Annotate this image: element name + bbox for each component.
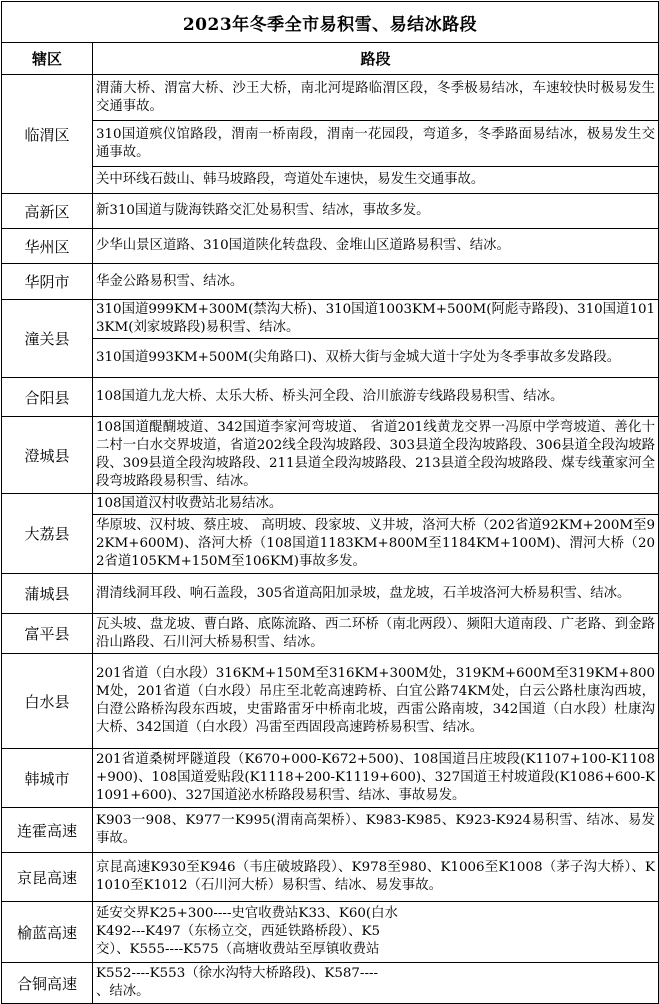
road-table	[1, 1, 659, 1004]
route-cell: 108国道醍醐坡道、342国道李家河弯坡道、 省道201线黄龙交界一冯原中学弯坡道、善化十二村一白水交界坡道，省道202线全段沟坡路段、303县道全段沟坡路段、306县道全段沟坡路段、309县道全段沟坡路段、211县道全段沟坡路段、213县道全段沟坡路段、煤专线董家河全段弯坡路段易积雪、结冰。	[93, 417, 659, 494]
route-cell: 310国道殡仪馆路段，渭南一桥南段，渭南一花园段，弯道多，冬季路面易结冰，极易发生交通事故。	[93, 121, 659, 167]
route-line: K492---K497（东杨立交，西延铁路桥段）、K5	[96, 924, 380, 939]
route-cell: 少华山景区道路、310国道陕化转盘段、金堆山区道路易积雪、结冰。	[93, 229, 659, 264]
route-cell: 渭蒲大桥、渭富大桥、沙王大桥，南北河堤路临渭区段，冬季极易结冰，车速较快时极易发生交通事故。	[93, 75, 659, 121]
route-cell: 华原坡、汉村坡、蔡庄坡、 高明坡、段家坡、义井坡，洛河大桥（202省道92KM+200M至92KM+600M)、洛河大桥（108国道1183KM+800M至1184KM+100M)、渭河大桥（202省道105KM+150M至106KM)事故多发。	[93, 515, 659, 574]
route-cell: 310国道993KM+500M(尖角路口)、双桥大街与金城大道十字处为冬季事故多发路段。	[93, 339, 659, 378]
route-cell: 201省道桑树坪隧道段（K670+000-K672+500)、108国道吕庄坡段(K1107+100-K1108+900)、108国道爱贴段(K1118+200-K1119+600)、327国道王村坡道段(K1086+600-K1091+600)、327国道泌水桥路段易积雪、结冰、事故易发。	[93, 749, 659, 808]
district-cell: 京昆高速	[2, 853, 93, 902]
district-cell: 华州区	[2, 229, 93, 264]
district-cell: 合阳县	[2, 378, 93, 417]
route-cell	[93, 902, 659, 963]
district-cell: 合铜高速	[2, 963, 93, 1004]
route-cell: 310国道999KM+300M(禁沟大桥)、310国道1003KM+500M(阿彪寺路段)、310国道1013KM(刘家坡路段)易积雪、结冰。	[93, 300, 659, 339]
route-cell: 新310国道与陇海铁路交汇处易积雪、结冰，事故多发。	[93, 194, 659, 229]
route-cell: 108国道九龙大桥、太乐大桥、桥头河全段、洽川旅游专线路段易积雪、结冰。	[93, 378, 659, 417]
route-cell: 京昆高速K930至K946（韦庄破坡路段）、K978至980、K1006至K1008（茅子沟大桥）、K1010至K1012（石川河大桥）易积雪、结冰、易发事故。	[93, 853, 659, 902]
district-cell: 蒲城县	[2, 574, 93, 614]
route-cell	[93, 963, 659, 1004]
header-route: 路段	[93, 43, 659, 75]
district-cell: 澄城县	[2, 417, 93, 494]
route-cell: K903一908、K977一K995(渭南高架桥）、K983-K985、K923-K924易积雪、结冰、易发事故。	[93, 808, 659, 853]
district-cell: 连霍高速	[2, 808, 93, 853]
route-cell: 渭清线洞耳段、响石盖段，305省道高阳加录坡，盘龙坡，石羊坡洛河大桥易积雪、结冰。	[93, 574, 659, 614]
route-line: 延安交界K25+300----史官收费站K33、K60(白水	[96, 906, 398, 921]
route-line: 交）、K555----K575（高塘收费站至厚镇收费站	[96, 942, 380, 957]
route-cell: 108国道汉村收费站北易结冰。	[93, 494, 659, 515]
district-cell: 榆蓝高速	[2, 902, 93, 963]
district-cell: 韩城市	[2, 749, 93, 808]
document	[1, 1, 658, 1004]
document-title: 2023年冬季全市易积雪、易结冰路段	[2, 2, 659, 43]
route-cell: 201省道（白水段）316KM+150M至316KM+300M处，319KM+600M至319KM+800M处，201省道（白水段）吊庄至北乾高速跨桥、白宜公路74KM处，白云公路杜康沟西坡，白澄公路桥沟段东西坡，史雷路雷牙中桥南北坡，西雷公路南坡，342国道（白水段）杜康沟大桥、342国道（白水段）冯雷至西固段高速跨桥易积雪、结冰。	[93, 654, 659, 749]
district-cell: 华阴市	[2, 264, 93, 300]
district-cell: 白水县	[2, 654, 93, 749]
route-cell: 瓦头坡、盘龙坡、曹白路、底陈流路、西二环桥（南北两段）、频阳大道南段、广老路、到金路沿山路段、石川河大桥易积雪、结冰。	[93, 614, 659, 654]
district-cell: 潼关县	[2, 300, 93, 378]
route-cell: 关中环线石鼓山、韩马坡路段，弯道处车速快，易发生交通事故。	[93, 167, 659, 194]
header-district: 辖区	[2, 43, 93, 75]
route-line: 、结冰。	[96, 984, 150, 999]
route-cell: 华金公路易积雪、结冰。	[93, 264, 659, 300]
district-cell: 富平县	[2, 614, 93, 654]
district-cell: 高新区	[2, 194, 93, 229]
district-cell: 临渭区	[2, 75, 93, 194]
route-line: K552----K553（徐水沟特大桥路段)、K587----	[96, 966, 379, 981]
district-cell: 大荔县	[2, 494, 93, 574]
